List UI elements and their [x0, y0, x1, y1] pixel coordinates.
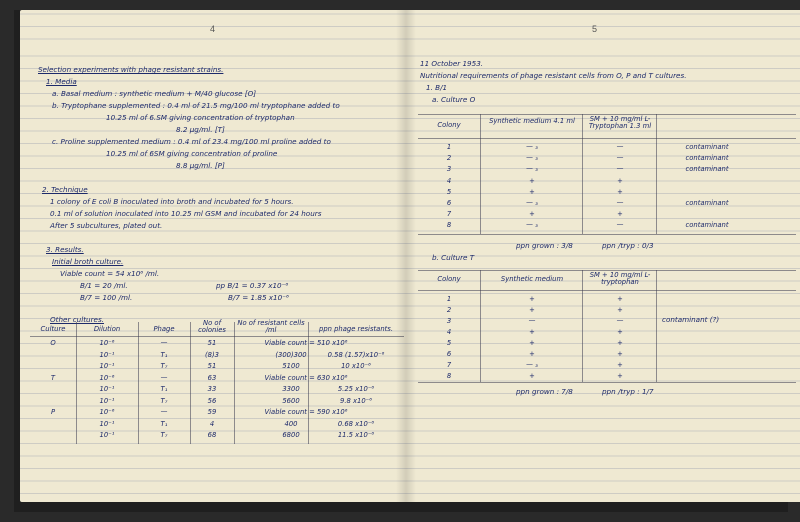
table-cell: +: [617, 339, 623, 347]
technique-header: 2. Technique: [42, 185, 88, 194]
page-title: Selection experiments with phage resistant strains.: [38, 65, 224, 74]
media-b-line2: 10.25 ml of 6.SM giving concentration of tryptophan: [106, 113, 295, 122]
media-a: a. Basal medium : synthetic medium + M/40 glucose [O]: [52, 89, 257, 98]
media-c-line2: 10.25 ml of 6SM giving concentration of proline: [106, 149, 278, 158]
table-cell: —: [616, 199, 624, 207]
col-phage: Phage: [153, 325, 175, 333]
results-header: 3. Results.: [46, 245, 84, 254]
initial-culture-header: Initial broth culture.: [52, 257, 124, 266]
table-cell: +: [529, 176, 535, 185]
technique-line3: After 5 subcultures, plated out.: [50, 221, 163, 230]
table-cell: —: [616, 154, 624, 163]
table-cell: 33: [207, 385, 217, 393]
table-cell: —: [616, 143, 624, 151]
table-cell: Viable count = 590 x10⁶: [264, 408, 348, 416]
table-cell: +: [529, 295, 535, 303]
table-cell: 5: [446, 339, 452, 347]
table-cell: 3300: [282, 385, 300, 393]
media-header: 1. Media: [46, 77, 77, 86]
technique-line1: 1 colony of E coli B inoculated into broth and incubated for 5 hours.: [50, 197, 294, 206]
table-cell: 10 x10⁻⁶: [341, 362, 371, 370]
table-cell: 51: [207, 362, 217, 370]
table-cell: 2: [446, 306, 452, 314]
table-cell: 6: [446, 199, 452, 207]
media-b-line3: 8.2 μg/ml. [T]: [176, 125, 225, 134]
table-cell: T₇: [160, 362, 168, 370]
table-cell: —: [528, 317, 536, 325]
contaminant-note: contaminant: [685, 221, 729, 230]
table-cell: T₇: [160, 396, 168, 405]
media-c-line1: c. Proline supplemented medium : 0.4 ml of 23.4 mg/100 ml proline added to: [52, 137, 331, 146]
table-cell: —: [160, 408, 168, 416]
right-page: [406, 10, 800, 502]
table-cell: T₁: [160, 419, 168, 428]
page-number: 4: [210, 24, 216, 34]
col-resistant: No of resistant cells /ml: [237, 319, 305, 334]
table-cell: +: [617, 350, 623, 358]
table-cell: —: [160, 373, 168, 382]
col-dilution: Dilution: [93, 325, 121, 333]
table-cell: 63: [207, 373, 217, 382]
table-cell: 56: [207, 396, 217, 405]
contaminant-note: contaminant: [685, 165, 729, 174]
table-cell: — ₃: [526, 154, 538, 163]
section-b1: 1. B/1: [426, 83, 448, 92]
col-colonies: No of colonies: [198, 319, 226, 334]
table-cell: +: [617, 361, 623, 369]
table-cell: 4: [446, 176, 452, 185]
table-cell: 10⁻¹: [99, 385, 115, 393]
table-cell: 8: [446, 221, 452, 230]
table-cell: 10⁻¹: [99, 431, 115, 439]
table-cell: 7: [446, 361, 452, 369]
table-cell: 10⁻¹: [99, 419, 115, 428]
table-cell: 11.5 x10⁻⁶: [337, 431, 375, 439]
table-cell: +: [529, 187, 535, 196]
notebook: [14, 10, 788, 512]
table-cell: 0.68 x10⁻⁶: [337, 419, 375, 428]
table-cell: +: [529, 350, 535, 358]
culture-t-label: b. Culture T: [432, 253, 475, 262]
table-cell: 5100: [282, 362, 300, 370]
table-cell: P: [50, 408, 56, 416]
col-colony: Colony: [437, 275, 461, 283]
table-cell: 3: [446, 165, 452, 174]
table-cell: 9.8 x10⁻⁶: [340, 396, 372, 405]
table-cell: 400: [284, 419, 298, 428]
table-cell: 10⁻⁶: [99, 408, 115, 416]
col-synthetic: Synthetic medium: [500, 275, 564, 283]
table-cell: 2: [446, 154, 452, 163]
media-b-line1: b. Tryptophane supplemented : 0.4 ml of 21.5 mg/100 ml tryptophane added to: [52, 101, 340, 110]
page-title: Nutritional requirements of phage resistant cells from O, P and T cultures.: [420, 71, 687, 80]
pp-b1: pp B/1 = 0.37 x10⁻⁶: [216, 281, 289, 290]
table-cell: T₇: [160, 431, 168, 439]
table-cell: 5.25 x10⁻⁶: [337, 385, 375, 393]
table-cell: 59: [207, 408, 217, 416]
table-cell: 3: [446, 317, 452, 325]
table-cell: O: [50, 339, 56, 347]
table-cell: 4: [209, 419, 215, 428]
table-cell: T₁: [160, 385, 168, 393]
culture-t-note: contaminant (?): [662, 315, 720, 324]
table-cell: +: [617, 328, 623, 336]
col-ppn: ppn phage resistants.: [319, 325, 393, 333]
table-cell: +: [617, 295, 623, 303]
table-cell: 51: [207, 339, 217, 347]
col-sm-tryptophan: SM + 10 mg/ml L-Tryptophan 1.3 ml: [588, 115, 652, 130]
table-cell: 10⁻⁶: [99, 373, 115, 382]
media-c-line3: 8.8 μg/ml. [P]: [176, 161, 225, 170]
table-cell: — ₃: [526, 361, 538, 369]
table-cell: +: [529, 372, 535, 380]
table-cell: 0.58 (1.57)x10⁻⁶: [327, 350, 385, 359]
table-cell: 6: [446, 350, 452, 358]
contaminant-note: contaminant: [685, 154, 729, 163]
page-number: 5: [592, 24, 598, 34]
table-cell: — ₃: [526, 221, 538, 230]
table-cell: Viable count = 510 x10⁶: [264, 339, 348, 347]
table-cell: +: [617, 372, 623, 380]
table-cell: — ₃: [526, 199, 538, 207]
table-cell: — ₃: [526, 165, 538, 174]
contaminant-note: contaminant: [685, 199, 729, 207]
table-cell: +: [529, 339, 535, 347]
col-sm-tryptophan: SM + 10 mg/ml L-tryptophan: [589, 271, 651, 286]
table-cell: 8: [446, 372, 452, 380]
culture-o-ppn-grown: ppn grown : 3/8: [516, 241, 573, 250]
left-page: [20, 10, 406, 502]
culture-o-label: a. Culture O: [432, 95, 476, 104]
table-cell: +: [529, 328, 535, 336]
table-cell: —: [616, 165, 624, 174]
table-cell: 10⁻⁶: [99, 339, 115, 347]
table-cell: 7: [446, 210, 452, 219]
b1-count: B/1 = 20 /ml.: [80, 281, 128, 290]
table-cell: +: [529, 306, 535, 314]
table-cell: T: [50, 373, 56, 382]
culture-o-ppn-tryp: ppn /tryp : 0/3: [602, 241, 654, 250]
table-cell: Viable count = 630 x10⁶: [264, 373, 348, 382]
table-cell: —: [160, 339, 168, 347]
table-cell: 10⁻¹: [99, 350, 115, 359]
viable-count: Viable count = 54 x10⁶ /ml.: [60, 269, 160, 278]
table-cell: 10⁻¹: [99, 362, 115, 370]
table-cell: (300)300: [275, 350, 307, 359]
b7-count: B/7 = 100 /ml.: [80, 293, 133, 302]
culture-t-ppn-grown: ppn grown : 7/8: [516, 387, 573, 396]
table-cell: —: [616, 317, 624, 325]
table-cell: — ₃: [526, 143, 538, 151]
table-cell: +: [617, 176, 623, 185]
table-cell: 1: [446, 143, 452, 151]
table-cell: +: [617, 187, 623, 196]
col-colony: Colony: [437, 121, 461, 129]
entry-date: 11 October 1953.: [420, 59, 484, 68]
table-cell: 68: [207, 431, 217, 439]
table-cell: 10⁻¹: [99, 396, 115, 405]
other-cultures-header: Other cultures.: [50, 315, 104, 324]
table-cell: +: [617, 210, 623, 219]
culture-t-ppn-tryp: ppn /tryp : 1/7: [602, 387, 654, 396]
table-cell: +: [529, 210, 535, 219]
table-cell: 5: [446, 187, 452, 196]
table-cell: 4: [446, 328, 452, 336]
table-cell: +: [617, 306, 623, 314]
table-cell: 5600: [282, 396, 300, 405]
table-cell: —: [616, 221, 624, 230]
contaminant-note: contaminant: [685, 143, 729, 151]
pp-b7: B/7 = 1.85 x10⁻⁶: [228, 293, 289, 302]
table-cell: 1: [446, 295, 452, 303]
technique-line2: 0.1 ml of solution inoculated into 10.25 ml GSM and incubated for 24 hours: [50, 209, 322, 218]
col-culture: Culture: [40, 325, 66, 333]
table-cell: (8)3: [205, 350, 219, 359]
table-cell: 6800: [282, 431, 300, 439]
table-cell: T₁: [160, 350, 168, 359]
col-synthetic: Synthetic medium 4.1 ml: [489, 117, 575, 125]
